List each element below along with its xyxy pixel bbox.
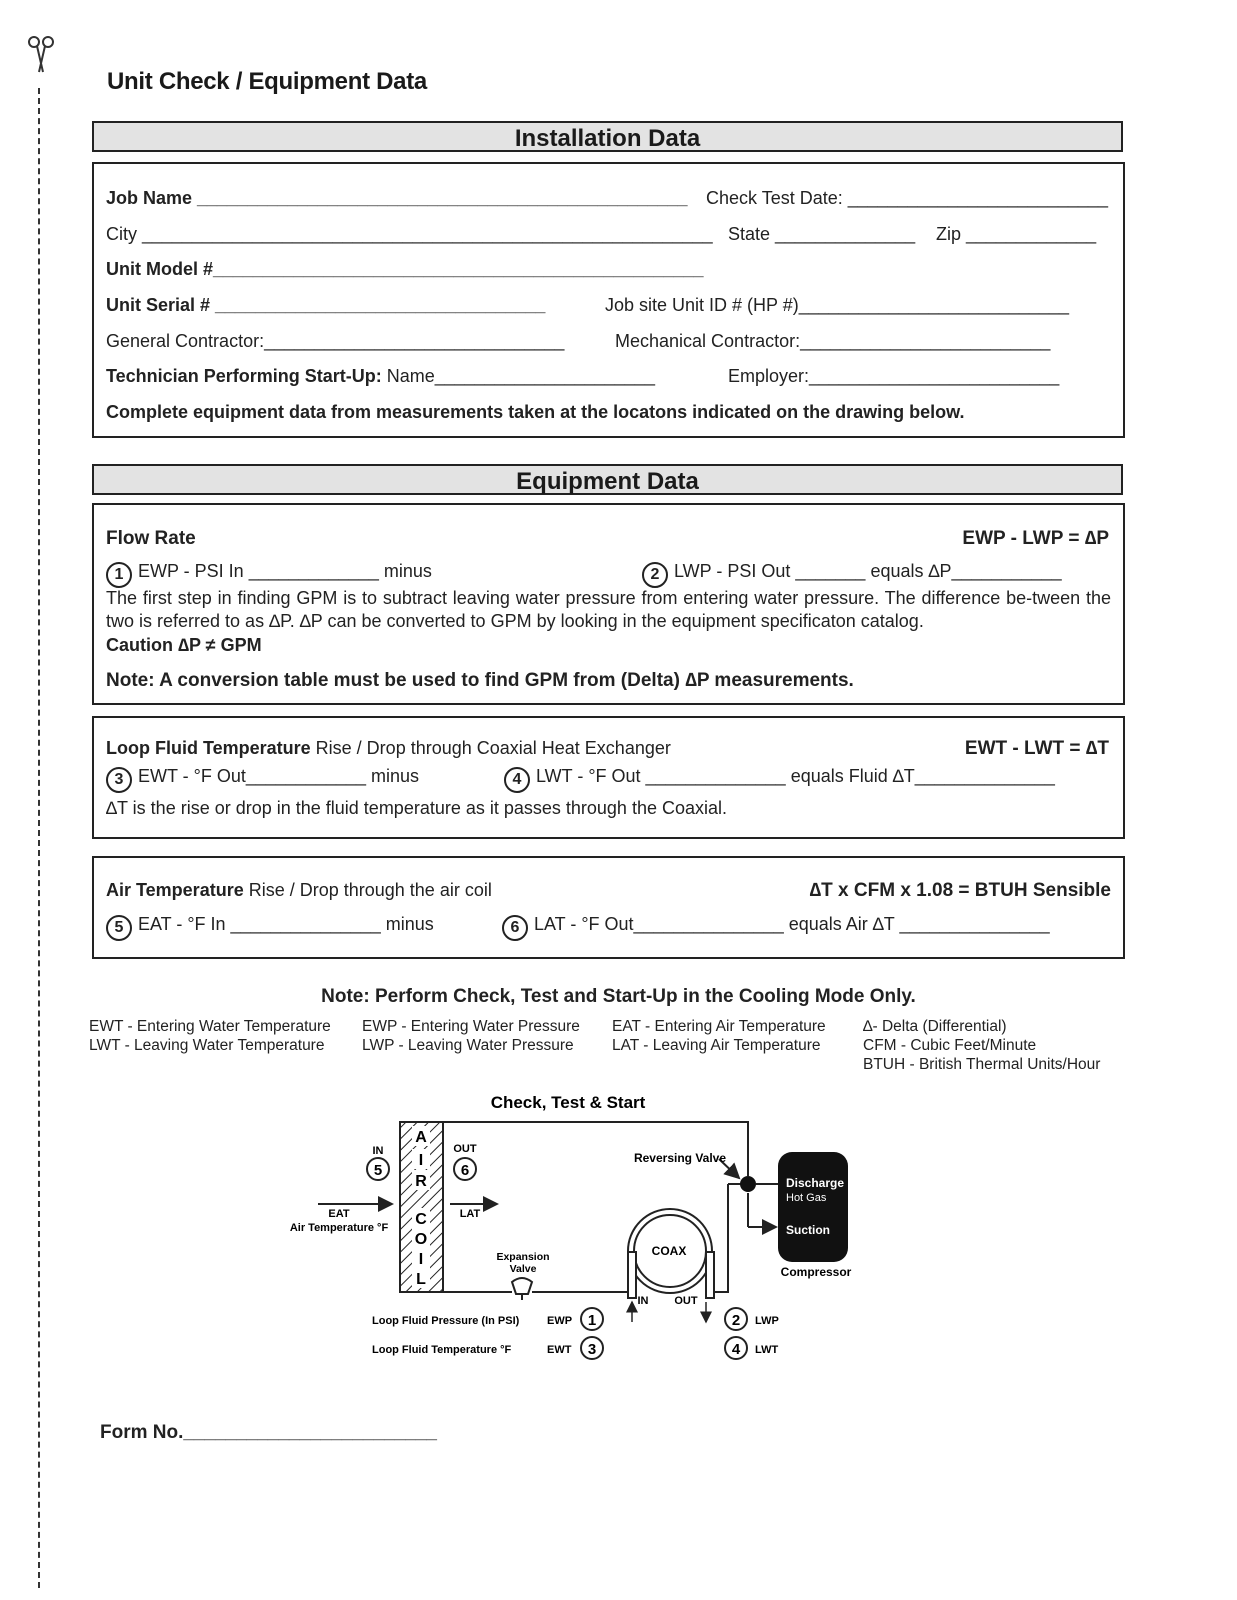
svg-text:A: A: [415, 1129, 427, 1146]
check-test-date-field[interactable]: Check Test Date: __________________________: [706, 188, 1109, 208]
loop-fluid-temperature-label: Loop Fluid Temperature °F: [372, 1344, 512, 1356]
legend-ewp: EWP - Entering Water Pressure: [362, 1018, 580, 1035]
installation-box: [92, 162, 1125, 438]
compressor-label: Compressor: [780, 1265, 852, 1279]
compressor: [778, 1152, 848, 1262]
marker-5-diagram-number: 5: [373, 1162, 383, 1179]
reversing-valve-icon: [740, 1176, 756, 1192]
air-temperature-box: [92, 856, 1125, 959]
flow-rate-title: Flow Rate: [106, 528, 196, 549]
legend-delta: ∆- Delta (Differential): [863, 1018, 1007, 1035]
job-site-unit-field[interactable]: Job site Unit ID # (HP #)___________________________: [605, 295, 1070, 315]
zip-field[interactable]: Zip _____________: [936, 224, 1097, 244]
marker-6: 6: [502, 915, 528, 941]
legend-lwt: LWT - Leaving Water Temperature: [89, 1037, 325, 1054]
unit-serial-field[interactable]: Unit Serial # _________________________________: [106, 295, 546, 315]
ewt-field[interactable]: EWT - °F Out____________ minus: [138, 766, 420, 786]
air-temp-formula: ∆T x CFM x 1.08 = BTUH Sensible: [809, 880, 1111, 901]
expansion-valve-label-2: Valve: [509, 1263, 537, 1275]
expansion-valve-icon: [512, 1278, 532, 1300]
lat-field[interactable]: LAT - °F Out_______________ equals Air ∆T _______________: [534, 914, 1050, 934]
state-field[interactable]: State ______________: [728, 224, 916, 244]
legend-col-1: [89, 1017, 331, 1055]
svg-text:R: R: [415, 1173, 427, 1190]
conversion-note: Note: A conversion table must be used to find GPM from (Delta) ∆P measurements.: [106, 670, 854, 691]
expansion-valve-label-1: Expansion: [496, 1251, 550, 1263]
coax-label: COAX: [651, 1244, 687, 1258]
marker-2-diagram-number: 2: [731, 1312, 741, 1329]
loop-fluid-paragraph: ∆T is the rise or drop in the fluid temperature as it passes through the Coaxial.: [106, 798, 727, 818]
air-out-label: OUT: [453, 1143, 477, 1155]
installation-header: Installation Data: [92, 121, 1123, 152]
unit-model-field[interactable]: Unit Model #_________________________________________________: [106, 259, 704, 279]
flow-rate-formula: EWP - LWP = ∆P: [962, 528, 1109, 549]
legend-lwp: LWP - Leaving Water Pressure: [362, 1037, 574, 1054]
svg-text:C: C: [415, 1211, 427, 1228]
lwp-field[interactable]: LWP - PSI Out _______ equals ∆P___________: [674, 561, 1062, 581]
diagram-ewt-label: EWT: [547, 1344, 572, 1356]
air-in-label: IN: [372, 1145, 384, 1157]
legend-col-3: [612, 1017, 826, 1055]
loop-fluid-title: Loop Fluid Temperature: [106, 738, 311, 758]
form-number-field[interactable]: Form No.________________________: [100, 1422, 437, 1443]
svg-text:I: I: [418, 1152, 424, 1169]
marker-5: 5: [106, 915, 132, 941]
diagram-title: Check, Test & Start: [490, 1093, 646, 1112]
cooling-mode-note: Note: Perform Check, Test and Start-Up in the Cooling Mode Only.: [321, 986, 916, 1007]
legend-eat: EAT - Entering Air Temperature: [612, 1018, 826, 1035]
marker-1: 1: [106, 562, 132, 588]
marker-4-diagram-number: 4: [731, 1341, 741, 1358]
diagram-lwp-label: LWP: [755, 1315, 779, 1327]
legend-btuh: BTUH - British Thermal Units/Hour: [863, 1056, 1101, 1073]
air-temp-title: Air Temperature: [106, 880, 244, 900]
caution-text: Caution ∆P ≠ GPM: [106, 635, 262, 655]
mechanical-contractor-field[interactable]: Mechanical Contractor:_________________________: [615, 331, 1051, 351]
svg-text:I: I: [418, 1251, 424, 1268]
legend-cfm: CFM - Cubic Feet/Minute: [863, 1037, 1037, 1054]
page-title: Unit Check / Equipment Data: [107, 68, 427, 95]
coax-in-label: IN: [637, 1295, 649, 1307]
complete-note: Complete equipment data from measurements taken at the locatons indicated on the drawing below.: [106, 402, 965, 422]
air-temperature-label: Air Temperature °F: [289, 1222, 389, 1234]
marker-3-diagram-number: 3: [587, 1341, 597, 1358]
svg-text:L: L: [416, 1271, 426, 1288]
employer-field[interactable]: Employer:_________________________: [728, 366, 1060, 386]
equipment-header: Equipment Data: [92, 464, 1123, 495]
discharge-label: Discharge: [786, 1176, 845, 1190]
check-test-start-diagram: [0, 1080, 1237, 1380]
ewp-field[interactable]: EWP - PSI In _____________ minus: [138, 561, 432, 581]
legend-col-2: [362, 1017, 580, 1055]
legend-ewt: EWT - Entering Water Temperature: [89, 1018, 331, 1035]
lwt-field[interactable]: LWT - °F Out ______________ equals Fluid ∆T______________: [536, 766, 1055, 786]
diagram-lwt-label: LWT: [755, 1344, 779, 1356]
diagram-ewp-label: EWP: [547, 1315, 573, 1327]
flow-rate-box: [92, 503, 1125, 705]
suction-label: Suction: [786, 1223, 830, 1237]
reversing-valve-label: Reversing Valve: [633, 1151, 727, 1165]
scissors-icon: [26, 34, 56, 74]
hot-gas-label: Hot Gas: [786, 1192, 827, 1204]
legend-col-4: [863, 1017, 1100, 1074]
general-contractor-field[interactable]: General Contractor:______________________________: [106, 331, 565, 351]
marker-2: 2: [642, 562, 668, 588]
eat-label: EAT: [328, 1208, 350, 1220]
marker-4: 4: [504, 767, 530, 793]
technician-name-field[interactable]: Name______________________: [381, 366, 655, 386]
marker-3: 3: [106, 767, 132, 793]
city-field[interactable]: City _________________________________________________________: [106, 224, 713, 244]
flow-rate-paragraph: The first step in finding GPM is to subtract leaving water pressure from entering water pressure. The difference be-tween the two is referred to as ∆P. ∆P can be converted to GPM by looking in the equipment specificaton catalog.: [106, 588, 1111, 631]
technician-label: Technician Performing Start-Up:: [106, 366, 382, 386]
lat-label: LAT: [459, 1208, 481, 1220]
loop-fluid-formula: EWT - LWT = ∆T: [964, 738, 1109, 759]
coax-out-label: OUT: [674, 1295, 698, 1307]
loop-fluid-box: [92, 716, 1125, 839]
loop-fluid-pressure-label: Loop Fluid Pressure (In PSI): [372, 1315, 520, 1327]
svg-text:O: O: [414, 1231, 428, 1248]
legend-lat: LAT - Leaving Air Temperature: [612, 1037, 821, 1054]
marker-1-diagram-number: 1: [587, 1312, 597, 1329]
eat-field[interactable]: EAT - °F In _______________ minus: [138, 914, 434, 934]
air-temp-subtitle: Rise / Drop through the air coil: [243, 880, 492, 900]
loop-fluid-subtitle: Rise / Drop through Coaxial Heat Exchanger: [310, 738, 671, 758]
job-name-field[interactable]: Job Name _________________________________________________: [106, 188, 688, 208]
marker-6-diagram-number: 6: [460, 1162, 470, 1179]
